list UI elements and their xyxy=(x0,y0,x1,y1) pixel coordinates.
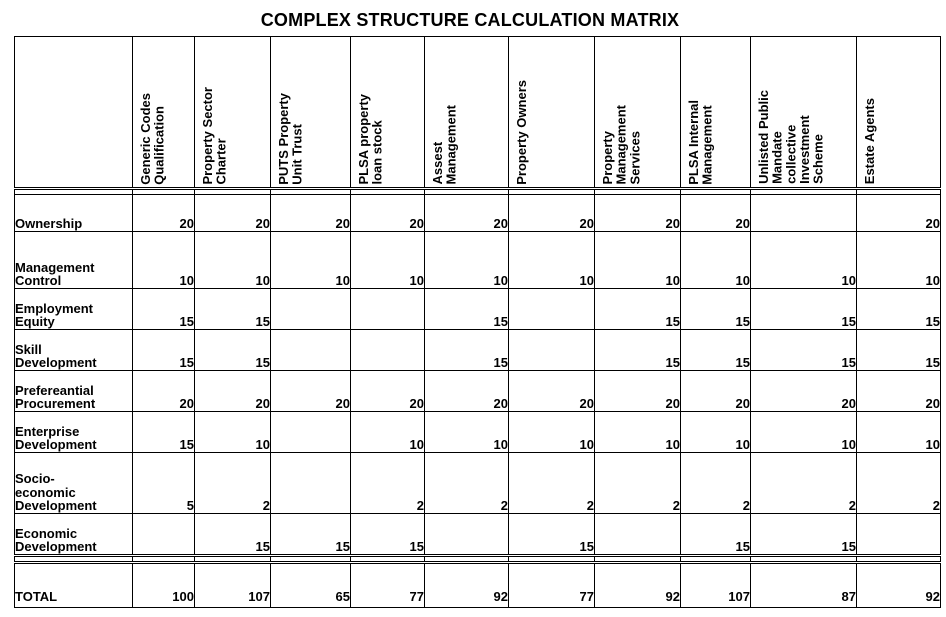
column-header: Property Management Services xyxy=(595,37,681,189)
row-label: Skill Development xyxy=(15,330,133,371)
total-cell: 87 xyxy=(751,563,857,608)
calculation-matrix xyxy=(14,36,941,608)
matrix-cell: 20 xyxy=(595,195,681,232)
matrix-cell: 15 xyxy=(857,289,941,330)
row-label: Prefereantial Procurement xyxy=(15,371,133,412)
header-row xyxy=(15,37,941,189)
matrix-cell: 15 xyxy=(133,330,195,371)
matrix-cell: 10 xyxy=(681,232,751,289)
table-row xyxy=(15,330,941,371)
table-row xyxy=(15,232,941,289)
matrix-cell: 2 xyxy=(425,453,509,514)
matrix-cell: 2 xyxy=(857,453,941,514)
matrix-cell: 10 xyxy=(195,412,271,453)
matrix-cell: 10 xyxy=(681,412,751,453)
matrix-cell: 15 xyxy=(751,514,857,556)
total-cell: 107 xyxy=(195,563,271,608)
total-cell: 92 xyxy=(857,563,941,608)
matrix-cell xyxy=(751,195,857,232)
matrix-cell: 20 xyxy=(857,195,941,232)
matrix-cell xyxy=(351,330,425,371)
matrix-cell: 20 xyxy=(133,195,195,232)
matrix-cell: 15 xyxy=(425,330,509,371)
matrix-cell: 20 xyxy=(425,371,509,412)
column-header: PLSA Internal Management xyxy=(681,37,751,189)
matrix-cell: 2 xyxy=(195,453,271,514)
matrix-cell xyxy=(271,453,351,514)
matrix-cell: 15 xyxy=(857,330,941,371)
matrix-cell: 20 xyxy=(509,195,595,232)
matrix-cell: 15 xyxy=(751,289,857,330)
table-row xyxy=(15,195,941,232)
matrix-cell: 15 xyxy=(195,289,271,330)
matrix-cell: 20 xyxy=(195,371,271,412)
matrix-cell: 10 xyxy=(857,232,941,289)
matrix-cell: 15 xyxy=(681,330,751,371)
matrix-cell: 10 xyxy=(425,412,509,453)
matrix-cell: 15 xyxy=(681,289,751,330)
matrix-cell: 20 xyxy=(681,371,751,412)
matrix-cell: 10 xyxy=(133,232,195,289)
column-header: Assest Management xyxy=(425,37,509,189)
matrix-cell: 10 xyxy=(425,232,509,289)
row-label: Enterprise Development xyxy=(15,412,133,453)
matrix-cell: 15 xyxy=(595,289,681,330)
matrix-cell xyxy=(271,412,351,453)
matrix-cell: 10 xyxy=(351,232,425,289)
matrix-cell: 20 xyxy=(751,371,857,412)
total-cell: 77 xyxy=(509,563,595,608)
matrix-cell: 15 xyxy=(595,330,681,371)
matrix-cell xyxy=(509,289,595,330)
row-label: Ownership xyxy=(15,195,133,232)
matrix-cell: 20 xyxy=(425,195,509,232)
matrix-cell: 20 xyxy=(271,371,351,412)
matrix-cell: 20 xyxy=(351,371,425,412)
matrix-cell: 20 xyxy=(133,371,195,412)
matrix-cell: 20 xyxy=(595,371,681,412)
matrix-title: COMPLEX STRUCTURE CALCULATION MATRIX xyxy=(260,10,680,30)
matrix-cell: 10 xyxy=(509,412,595,453)
matrix-cell: 15 xyxy=(271,514,351,556)
column-header: Property Sector Charter xyxy=(195,37,271,189)
matrix-cell: 20 xyxy=(681,195,751,232)
matrix-cell: 10 xyxy=(751,412,857,453)
row-label: Management Control xyxy=(15,232,133,289)
matrix-cell: 15 xyxy=(195,330,271,371)
matrix-cell xyxy=(271,289,351,330)
column-header: PUTS Property Unit Trust xyxy=(271,37,351,189)
matrix-cell: 10 xyxy=(595,412,681,453)
matrix-cell: 15 xyxy=(681,514,751,556)
table-row xyxy=(15,514,941,556)
matrix-cell xyxy=(271,330,351,371)
matrix-cell xyxy=(425,514,509,556)
total-cell: 92 xyxy=(425,563,509,608)
total-cell: 107 xyxy=(681,563,751,608)
matrix-cell: 10 xyxy=(509,232,595,289)
matrix-cell: 2 xyxy=(351,453,425,514)
matrix-cell: 20 xyxy=(857,371,941,412)
matrix-cell: 10 xyxy=(857,412,941,453)
total-cell: 100 xyxy=(133,563,195,608)
matrix-cell: 15 xyxy=(751,330,857,371)
matrix-cell: 2 xyxy=(751,453,857,514)
total-row xyxy=(15,563,941,608)
matrix-cell: 10 xyxy=(351,412,425,453)
matrix-cell: 2 xyxy=(681,453,751,514)
matrix-cell xyxy=(509,330,595,371)
total-cell: 77 xyxy=(351,563,425,608)
matrix-cell: 20 xyxy=(195,195,271,232)
matrix-cell xyxy=(133,514,195,556)
matrix-cell: 15 xyxy=(133,289,195,330)
matrix-cell: 15 xyxy=(351,514,425,556)
table-row xyxy=(15,412,941,453)
matrix-cell: 15 xyxy=(425,289,509,330)
matrix-cell xyxy=(595,514,681,556)
matrix-cell: 10 xyxy=(271,232,351,289)
matrix-cell xyxy=(857,514,941,556)
column-header: Property Owners xyxy=(509,37,595,189)
matrix-cell: 10 xyxy=(751,232,857,289)
matrix-cell: 5 xyxy=(133,453,195,514)
table-row xyxy=(15,289,941,330)
column-header: Generic Codes Qualification xyxy=(133,37,195,189)
total-cell: 65 xyxy=(271,563,351,608)
matrix-cell: 2 xyxy=(509,453,595,514)
row-label: Employment Equity xyxy=(15,289,133,330)
matrix-cell: 20 xyxy=(351,195,425,232)
matrix-cell: 15 xyxy=(509,514,595,556)
matrix-cell: 20 xyxy=(509,371,595,412)
matrix-cell: 15 xyxy=(195,514,271,556)
total-separator xyxy=(15,556,941,563)
column-header: Estate Agents xyxy=(857,37,941,189)
column-header: PLSA property loan stock xyxy=(351,37,425,189)
total-label: TOTAL xyxy=(15,563,133,608)
matrix-cell: 15 xyxy=(133,412,195,453)
table-row xyxy=(15,371,941,412)
matrix-cell: 10 xyxy=(195,232,271,289)
matrix-cell: 20 xyxy=(271,195,351,232)
matrix-cell xyxy=(351,289,425,330)
matrix-cell: 10 xyxy=(595,232,681,289)
total-cell: 92 xyxy=(595,563,681,608)
table-row xyxy=(15,453,941,514)
row-label: Socio- economic Development xyxy=(15,453,133,514)
corner-cell xyxy=(15,37,133,189)
column-header: Unlisted Public Mandate collective Investment Scheme xyxy=(751,37,857,189)
row-label: Economic Development xyxy=(15,514,133,556)
matrix-cell: 2 xyxy=(595,453,681,514)
